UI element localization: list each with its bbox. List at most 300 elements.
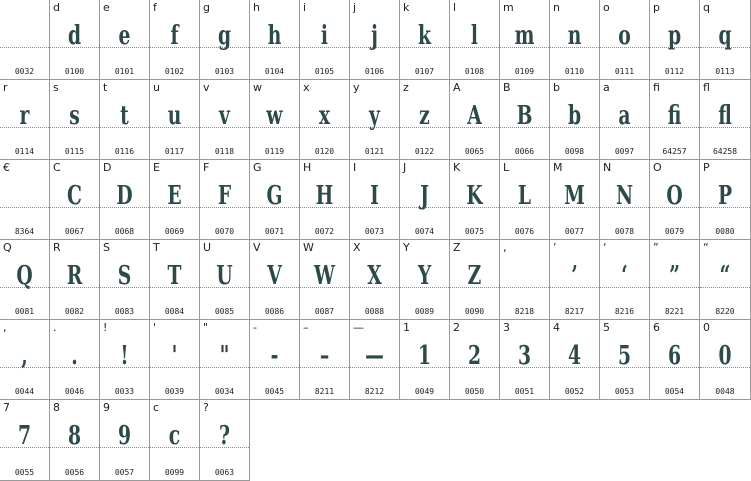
glyph-label: — [353,321,364,334]
glyph-cell [200,160,250,240]
glyph-code: 0052 [564,387,585,396]
glyph-sample: 3 [517,341,532,371]
glyph-cell [200,400,250,481]
glyph-label: ’ [553,241,557,254]
glyph-sample: k [418,21,431,51]
glyph-label: E [153,161,160,174]
glyph-sample: F [217,181,232,211]
glyph-label: t [103,81,108,94]
glyph-label: " [203,321,209,334]
glyph-code: 0120 [314,147,335,156]
glyph-code: 64258 [712,147,738,156]
glyph-cell [550,320,600,400]
glyph-code: 0077 [564,227,585,236]
glyph-code: 0076 [514,227,535,236]
glyph-sample: g [217,21,232,51]
glyph-code: 0066 [514,147,535,156]
glyph-sample: v [219,101,230,131]
glyph-code: 0084 [164,307,185,316]
glyph-sample [7,176,42,216]
glyph-sample: 7 [17,421,32,451]
glyph-label: L [503,161,510,174]
glyph-cell [200,240,250,320]
glyph-sample: D [116,181,133,211]
glyph-label: ? [203,401,209,414]
glyph-label: O [653,161,662,174]
glyph-sample: p [667,21,682,51]
glyph-code: 0046 [64,387,85,396]
glyph-label: Y [403,241,410,254]
glyph-cell [600,0,650,80]
glyph-cell [700,80,751,160]
glyph-cell [0,240,50,320]
glyph-cell [400,80,450,160]
glyph-sample: b [567,101,582,131]
glyph-code: 0081 [14,307,35,316]
glyph-code: 0079 [664,227,685,236]
glyph-code: 0099 [164,468,185,477]
glyph-label: 8 [53,401,60,414]
glyph-sample: - [270,341,279,371]
glyph-code: 0083 [114,307,135,316]
glyph-label: I [353,161,357,174]
glyph-cell [100,0,150,80]
glyph-sample: i [320,21,329,51]
glyph-code: 0089 [414,307,435,316]
glyph-label: q [703,1,710,14]
glyph-sample: n [567,21,582,51]
glyph-sample: e [118,21,131,51]
glyph-sample: w [266,101,283,131]
glyph-code: 0049 [414,387,435,396]
glyph-cell [600,320,650,400]
glyph-label: M [553,161,563,174]
glyph-code: 8364 [14,227,35,236]
glyph-cell [450,240,500,320]
glyph-code: 0098 [564,147,585,156]
glyph-cell [450,80,500,160]
glyph-label: 2 [453,321,460,334]
glyph-cell [650,0,700,80]
glyph-label: 7 [3,401,10,414]
glyph-cell [0,80,50,160]
glyph-label: h [253,1,260,14]
glyph-code: 0080 [715,227,735,236]
glyph-cell [650,160,700,240]
glyph-label: f [153,1,157,14]
glyph-label: P [703,161,710,174]
glyph-code: 0102 [164,67,185,76]
glyph-label: 3 [503,321,510,334]
glyph-code: 0103 [214,67,235,76]
glyph-label: v [203,81,210,94]
glyph-sample: . [71,341,78,371]
glyph-sample: , [21,341,28,371]
glyph-cell [200,80,250,160]
glyph-sample: ’ [571,261,578,291]
glyph-cell [400,160,450,240]
glyph-code: 0075 [464,227,485,236]
glyph-cell [150,0,200,80]
glyph-label: fl [703,81,710,94]
glyph-cell [450,0,500,80]
glyph-label: J [403,161,407,174]
glyph-sample [507,256,542,296]
glyph-sample: 8 [67,421,82,451]
glyph-code: 0111 [614,67,635,76]
glyph-sample: ? [219,421,230,451]
glyph-code: 0097 [614,147,635,156]
glyph-code: 0117 [164,147,185,156]
glyph-cell [700,0,751,80]
glyph-code: 0071 [264,227,285,236]
glyph-sample: M [564,181,585,211]
glyph-label: ! [103,321,108,334]
glyph-sample: d [67,21,82,51]
glyph-sample: 1 [417,341,432,371]
glyph-label: d [53,1,60,14]
glyph-sample: 6 [667,341,682,371]
glyph-cell [450,320,500,400]
glyph-code: 0073 [364,227,385,236]
glyph-code: 0057 [114,468,135,477]
glyph-sample: f [170,21,179,51]
glyph-label: C [53,161,61,174]
glyph-code: 0054 [664,387,685,396]
glyph-sample: J [420,181,429,211]
glyph-label: a [603,81,610,94]
glyph-code: 0078 [614,227,635,236]
glyph-sample: H [315,181,334,211]
glyph-label: – [303,321,309,334]
glyph-label: S [103,241,110,254]
glyph-label: x [303,81,310,94]
glyph-label: s [53,81,59,94]
glyph-code: 0068 [114,227,135,236]
glyph-label: p [653,1,660,14]
glyph-cell [650,240,700,320]
glyph-label: 1 [403,321,410,334]
glyph-code: 8218 [514,307,535,316]
glyph-sample: I [370,181,379,211]
glyph-cell [100,80,150,160]
glyph-cell [250,80,300,160]
glyph-label: l [453,1,457,14]
glyph-cell [400,0,450,80]
glyph-code: 0113 [715,67,735,76]
glyph-sample: – [319,341,330,371]
glyph-cell [550,240,600,320]
glyph-code: 8221 [664,307,685,316]
glyph-code: 0033 [114,387,135,396]
glyph-cell [650,320,700,400]
glyph-cell [300,160,350,240]
glyph-sample: 2 [467,341,482,371]
glyph-label: . [53,321,57,334]
glyph-code: 0100 [64,67,85,76]
glyph-sample: A [467,101,482,131]
glyph-sample: C [67,181,82,211]
glyph-sample: u [167,101,182,131]
glyph-sample: r [19,101,30,131]
glyph-cell [350,80,400,160]
glyph-cell [50,400,100,481]
glyph-code: 8212 [364,387,385,396]
glyph-sample: P [717,181,733,211]
glyph-label: m [503,1,514,14]
glyph-sample: h [267,21,282,51]
glyph-cell [150,320,200,400]
glyph-sample: R [66,261,83,291]
glyph-label: j [353,1,357,14]
glyph-label: X [353,241,361,254]
glyph-sample: j [371,21,378,51]
glyph-code: 0045 [264,387,285,396]
glyph-label: fi [653,81,660,94]
glyph-cell [600,240,650,320]
glyph-sample: “ [719,261,731,291]
glyph-code: 0048 [715,387,735,396]
glyph-cell [50,80,100,160]
glyph-sample: O [666,181,683,211]
glyph-label: F [203,161,210,174]
glyph-sample: y [369,101,380,131]
glyph-cell [400,240,450,320]
glyph-code: 0055 [14,468,35,477]
glyph-code: 0051 [514,387,535,396]
glyph-sample: N [615,181,634,211]
glyph-cell [0,0,50,80]
glyph-sample: S [117,261,132,291]
glyph-label: 0 [703,321,710,334]
glyph-sample: V [267,261,282,291]
glyph-cell [250,0,300,80]
glyph-cell [50,240,100,320]
glyph-cell [250,240,300,320]
glyph-code: 0110 [564,67,585,76]
glyph-cell [600,80,650,160]
glyph-sample: z [419,101,430,131]
glyph-code: 0108 [464,67,485,76]
glyph-label: ” [653,241,659,254]
glyph-cell [0,400,50,481]
glyph-code: 0039 [164,387,185,396]
glyph-sample: K [466,181,483,211]
glyph-code: 0053 [614,387,635,396]
glyph-code: 0087 [314,307,335,316]
glyph-label: Q [3,241,12,254]
glyph-label: A [453,81,461,94]
glyph-label: R [53,241,61,254]
glyph-label: 5 [603,321,610,334]
glyph-label: k [403,1,410,14]
glyph-cell [550,0,600,80]
glyph-sample: ! [120,341,129,371]
glyph-sample: t [120,101,129,131]
glyph-sample: ' [171,341,178,371]
glyph-sample: fi [667,101,682,131]
glyph-code: 0050 [464,387,485,396]
glyph-code: 8216 [614,307,635,316]
glyph-cell [100,400,150,481]
glyph-code: 0074 [414,227,435,236]
glyph-code: 0067 [64,227,85,236]
glyph-sample: 0 [718,341,732,371]
glyph-sample [7,16,42,56]
glyph-code: 0104 [264,67,285,76]
glyph-label: Z [453,241,461,254]
glyph-sample: fl [718,101,732,131]
glyph-cell [300,0,350,80]
glyph-sample: s [69,101,80,131]
glyph-label: z [403,81,409,94]
glyph-label: 4 [553,321,560,334]
glyph-cell [250,160,300,240]
glyph-cell [500,160,550,240]
glyph-sample: " [219,341,230,371]
glyph-label: H [303,161,312,174]
glyph-sample: Z [467,261,482,291]
glyph-label: i [303,1,307,14]
glyph-cell [700,160,751,240]
glyph-code: 0034 [214,387,235,396]
glyph-cell [50,320,100,400]
glyph-cell [350,160,400,240]
glyph-label: e [103,1,110,14]
glyph-label: - [253,321,257,334]
glyph-sample: X [367,261,382,291]
glyph-cell [500,320,550,400]
glyph-sample: 5 [617,341,632,371]
glyph-code: 0088 [364,307,385,316]
glyph-cell [450,160,500,240]
glyph-cell [550,80,600,160]
glyph-label: V [253,241,261,254]
glyph-label: B [503,81,511,94]
glyph-code: 0032 [14,67,35,76]
glyph-code: 0082 [64,307,85,316]
glyph-label: T [153,241,160,254]
glyph-label: w [253,81,262,94]
glyph-cell [650,80,700,160]
glyph-cell [300,80,350,160]
glyph-cell [500,80,550,160]
glyph-code: 0109 [514,67,535,76]
glyph-code: 8220 [715,307,735,316]
glyph-label: b [553,81,560,94]
glyph-cell [500,0,550,80]
glyph-cell [350,0,400,80]
glyph-cell [100,320,150,400]
glyph-label: ' [153,321,157,334]
glyph-cell [0,320,50,400]
glyph-label: € [3,161,10,174]
glyph-cell [0,160,50,240]
glyph-code: 0072 [314,227,335,236]
glyph-label: u [153,81,160,94]
glyph-code: 0112 [664,67,685,76]
glyph-code: 0107 [414,67,435,76]
glyph-label: D [103,161,112,174]
glyph-label: ‚ [503,241,507,254]
glyph-cell [150,160,200,240]
glyph-label: o [603,1,610,14]
glyph-sample: l [470,21,479,51]
glyph-code: 0122 [414,147,435,156]
glyph-code: 0090 [464,307,485,316]
glyph-code: 0115 [64,147,85,156]
glyph-code: 0114 [14,147,35,156]
glyph-code: 0069 [164,227,185,236]
glyph-code: 0121 [364,147,385,156]
glyph-label: W [303,241,314,254]
glyph-cell [150,80,200,160]
glyph-code: 0119 [264,147,285,156]
glyph-cell [700,320,751,400]
glyph-cell [100,240,150,320]
glyph-code: 0085 [214,307,235,316]
glyph-label: K [453,161,461,174]
glyph-label: U [203,241,212,254]
glyph-label: 6 [653,321,660,334]
glyph-cell [200,0,250,80]
glyph-cell [600,160,650,240]
glyph-cell [350,320,400,400]
glyph-sample: x [318,101,331,131]
glyph-label: c [153,401,160,414]
glyph-cell [550,160,600,240]
glyph-sample: G [266,181,283,211]
glyph-label: 9 [103,401,110,414]
glyph-sample: — [365,341,384,371]
glyph-cell [50,160,100,240]
glyph-label: N [603,161,612,174]
glyph-label: , [3,321,7,334]
glyph-sample: c [168,421,181,451]
glyph-sample: 9 [117,421,132,451]
glyph-sample: W [313,261,336,291]
glyph-label: g [203,1,210,14]
glyph-cell [100,160,150,240]
glyph-code: 0065 [464,147,485,156]
glyph-cell [200,320,250,400]
glyph-cell [300,320,350,400]
glyph-code: 64257 [662,147,687,156]
glyph-code: 0101 [114,67,135,76]
glyph-cell [150,400,200,481]
glyph-code: 0063 [214,468,235,477]
glyph-sample: m [514,21,535,51]
glyph-code: 8211 [314,387,335,396]
glyph-label: ‘ [603,241,607,254]
glyph-sample: L [517,181,532,211]
glyph-label: n [553,1,560,14]
glyph-sample: B [516,101,533,131]
glyph-sample: Q [16,261,33,291]
glyph-sample: U [216,261,233,291]
glyph-sample: o [618,21,631,51]
glyph-sample: ‘ [621,261,628,291]
glyph-sample: a [618,101,631,131]
glyph-cell [500,240,550,320]
glyph-sample: T [167,261,182,291]
glyph-cell [300,240,350,320]
glyph-label: y [353,81,360,94]
glyph-label: G [253,161,262,174]
glyph-sample: Y [417,261,432,291]
glyph-code: 8217 [564,307,585,316]
glyph-cell [350,240,400,320]
